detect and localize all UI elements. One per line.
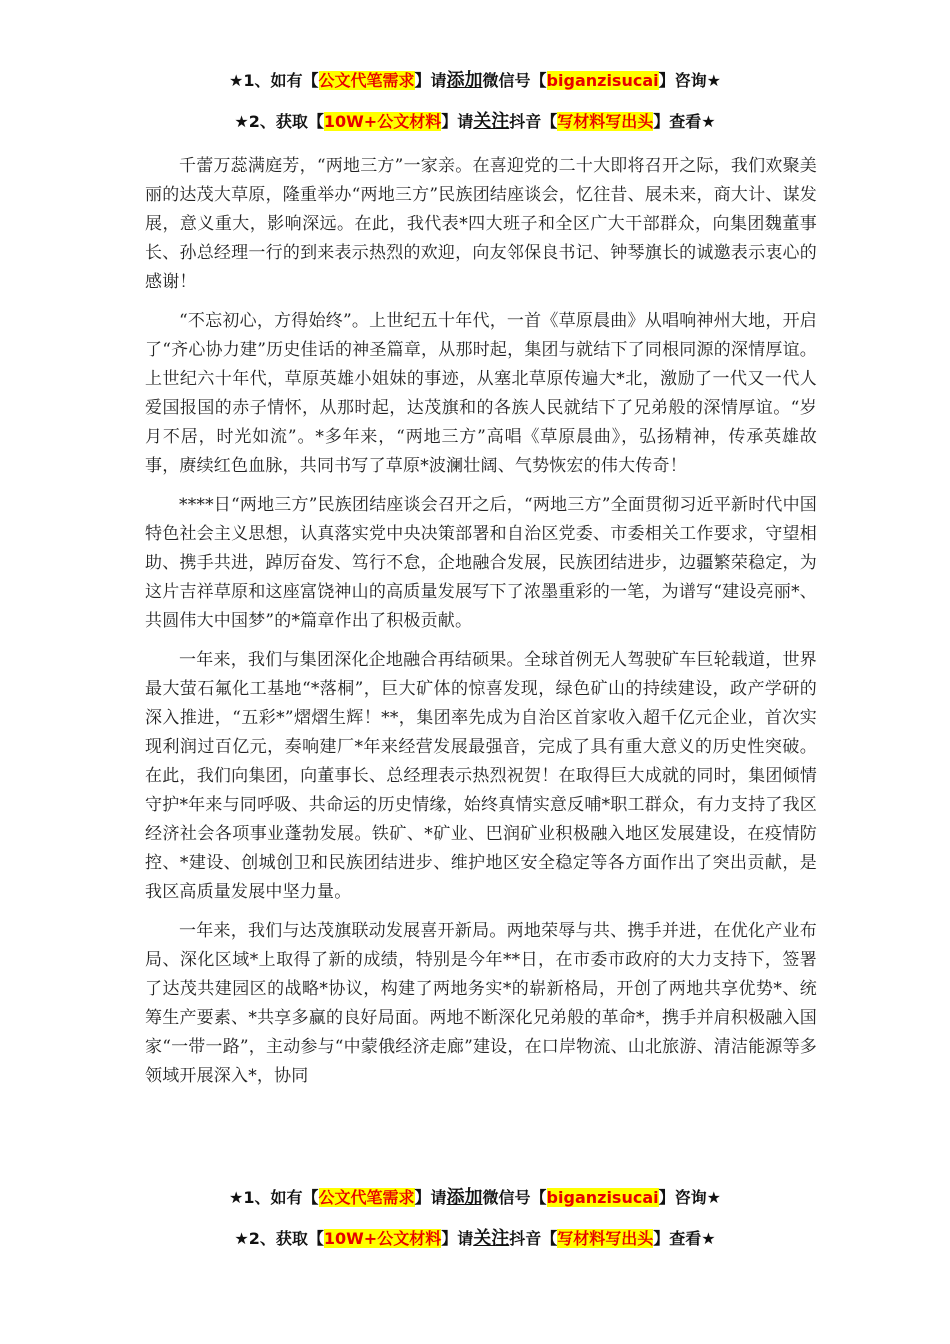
highlight-service: 公文代笔需求	[318, 71, 415, 90]
highlight-douyin-id: 写材料写出头	[557, 1229, 654, 1248]
paragraph: 千蕾万蕊满庭芳，“两地三方”一家亲。在喜迎党的二十大即将召开之际，我们欢聚美丽的达茂大草原，隆重举办“两地三方”民族团结座谈会，忆往昔、展未来，商大计、谋发展，意义重大，影响深远。在此，我代表*四大班子和全区广大干部群众，向集团魏董事长、孙总经理一行的到来表示热烈的欢迎，向友邻保良书记、钟琴旗长的诚邀表示衷心的感谢！	[145, 156, 817, 292]
paragraph: “不忘初心，方得始终”。上世纪五十年代，一首《草原晨曲》从唱响神州大地，开启了“齐心协力建”历史佳话的神圣篇章，从那时起，集团与就结下了同根同源的深情厚谊。上世纪六十年代，草原英雄小姐妹的事迹，从塞北草原传遍大*北，激励了一代又一代人爱国报国的赤子情怀，从那时起，达茂旗和的各族人民就结下了兄弟般的深情厚谊。“岁月不居，时光如流”。*多年来，“两地三方”高唱《草原晨曲》，弘扬精神，传承英雄故事，赓续红色血脉，共同书写了草原*波澜壮阔、气势恢宏的伟大传奇！	[145, 311, 817, 476]
banner-text: ★1、如有【	[229, 71, 319, 90]
underlined-word: 关注	[473, 1228, 510, 1249]
paragraph: 一年来，我们与集团深化企地融合再结硕果。全球首例无人驾驶矿车巨轮载道，世界最大萤石氟化工基地“*落桐”，巨大矿体的惊喜发现，绿色矿山的持续建设，政产学研的深入推进，“五彩*”熠熠生辉！**，集团率先成为自治区首家收入超千亿元企业，首次实现利润过百亿元，奏响建厂*年来经营发展最强音，完成了具有重大意义的历史性突破。在此，我们向集团，向董事长、总经理表示热烈祝贺！在取得巨大成就的同时，集团倾情守护*年来与同呼吸、共命运的历史情缘，始终真情实意反哺*职工群众，有力支持了我区经济社会各项事业蓬勃发展。铁矿、*矿业、巴润矿业积极融入地区发展建设，在疫情防控、*建设、创城创卫和民族团结进步、维护地区安全稳定等各方面作出了突出贡献，是我区高质量发展中坚力量。	[145, 650, 817, 902]
highlight-wechat-id: biganzisucai	[546, 1188, 659, 1207]
banner-text: 】查看★	[653, 1229, 716, 1248]
banner-text: 】查看★	[653, 112, 716, 131]
header-banner-line-2	[0, 109, 950, 135]
highlight-douyin-id: 写材料写出头	[557, 112, 654, 131]
banner-text: 微信号【	[482, 71, 547, 90]
highlight-wechat-id: biganzisucai	[546, 71, 659, 90]
banner-text: 】咨询★	[658, 1188, 721, 1207]
banner-text: ★2、获取【	[234, 112, 324, 131]
footer-banner-line-2	[0, 1226, 950, 1252]
banner-text: 】请	[441, 1229, 474, 1248]
banner-text: 微信号【	[482, 1188, 547, 1207]
document-body	[145, 152, 817, 1101]
banner-text: 】咨询★	[658, 71, 721, 90]
paragraph: ****日“两地三方”民族团结座谈会召开之后，“两地三方”全面贯彻习近平新时代中国特色社会主义思想，认真落实党中央决策部署和自治区党委、市委相关工作要求，守望相助、携手共进，踔厉奋发、笃行不怠，企地融合发展，民族团结进步，边疆繁荣稳定，为这片吉祥草原和这座富饶神山的高质量发展写下了浓墨重彩的一笔，为谱写“建设亮丽*、共圆伟大中国梦”的*篇章作出了积极贡献。	[145, 495, 817, 631]
banner-text: ★1、如有【	[229, 1188, 319, 1207]
header-banner-line-1	[0, 68, 950, 94]
banner-text: ★2、获取【	[234, 1229, 324, 1248]
banner-text: 抖音【	[509, 1229, 558, 1248]
highlight-materials: 10W+公文材料	[323, 1229, 442, 1248]
banner-text: 】请	[414, 1188, 447, 1207]
underlined-word: 添加	[446, 70, 483, 91]
underlined-word: 添加	[446, 1187, 483, 1208]
footer-banner-line-1	[0, 1185, 950, 1211]
underlined-word: 关注	[473, 111, 510, 132]
banner-text: 】请	[414, 71, 447, 90]
banner-text: 】请	[441, 112, 474, 131]
paragraph: 一年来，我们与达茂旗联动发展喜开新局。两地荣辱与共、携手并进，在优化产业布局、深化区域*上取得了新的成绩，特别是今年**日，在市委市政府的大力支持下，签署了达茂共建园区的战略*协议，构建了两地务实*的崭新格局，开创了两地共享优势*、统筹生产要素、*共享多赢的良好局面。两地不断深化兄弟般的革命*，携手并肩积极融入国家“一带一路”，主动参与“中蒙俄经济走廊”建设，在口岸物流、山北旅游、清洁能源等多领域开展深入*，协同	[145, 921, 817, 1086]
highlight-materials: 10W+公文材料	[323, 112, 442, 131]
banner-text: 抖音【	[509, 112, 558, 131]
highlight-service: 公文代笔需求	[318, 1188, 415, 1207]
